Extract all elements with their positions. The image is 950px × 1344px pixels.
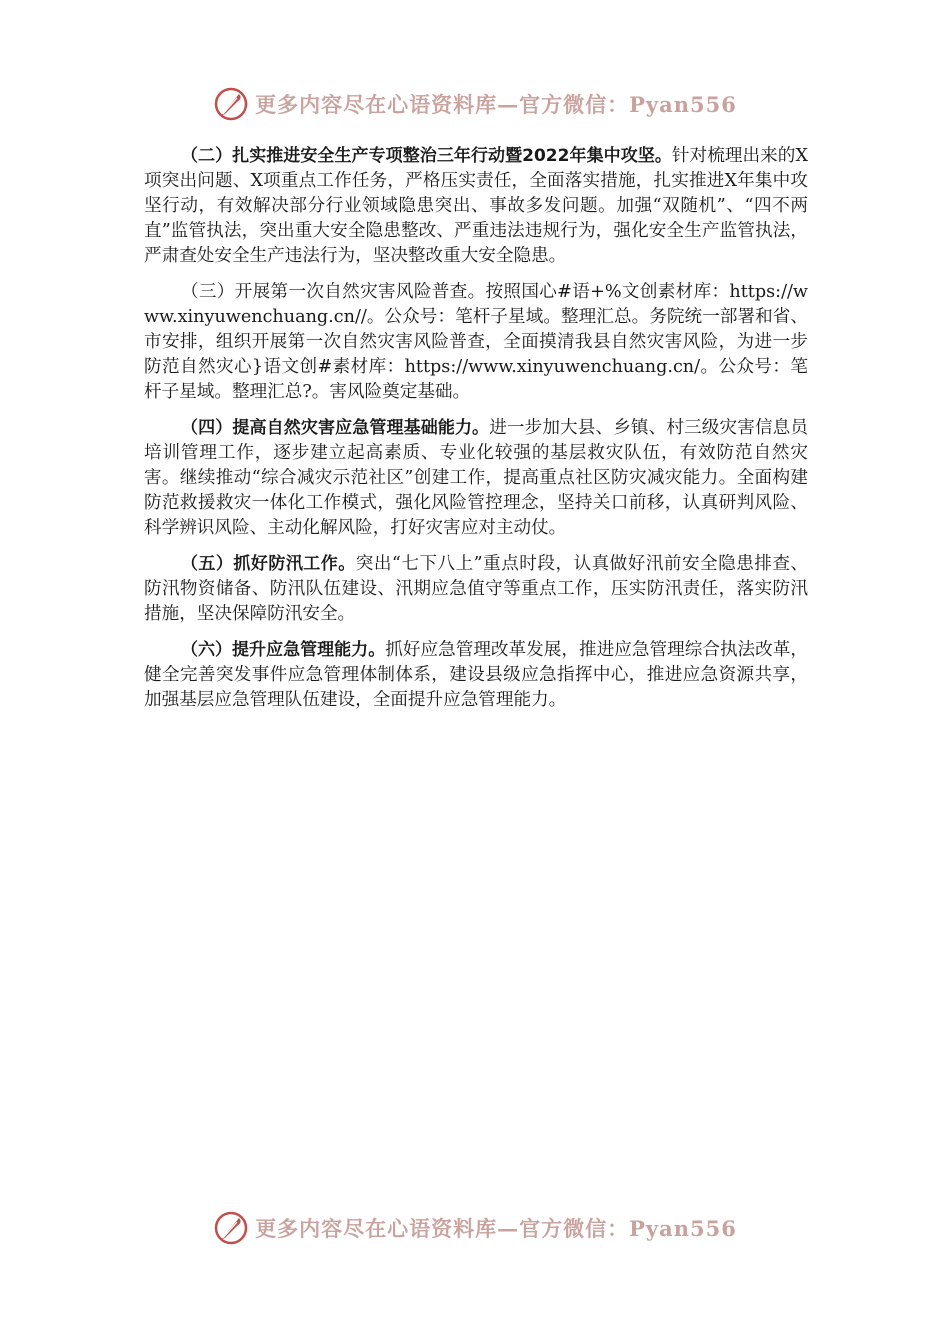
document-body	[144, 144, 808, 724]
paragraph-6	[144, 638, 808, 713]
paragraph-2-heading: （二）扎实推进安全生产专项整治三年行动暨2022年集中攻坚。	[180, 146, 672, 166]
watermark-header	[0, 86, 950, 122]
paragraph-4	[144, 416, 808, 541]
paragraph-5-heading: （五）抓好防汛工作。	[180, 554, 356, 574]
paragraph-5-body: 突出“七下八上”重点时段，认真做好汛前安全隐患排查、防汛物资储备、防汛队伍建设、汛期应急值守等重点工作，压实防汛责任，落实防汛措施，坚决保障防汛安全。	[144, 554, 809, 624]
paragraph-2	[144, 144, 808, 269]
paragraph-4-heading: （四）提高自然灾害应急管理基础能力。	[180, 418, 490, 438]
paragraph-4-body: 进一步加大县、乡镇、村三级灾害信息员培训管理工作，逐步建立起高素质、专业化较强的基层救灾队伍，有效防范自然灾害。继续推动“综合减灾示范社区”创建工作，提高重点社区防灾减灾能力。全面构建防范救援救灾一体化工作模式，强化风险管控理念，坚持关口前移，认真研判风险、科学辨识风险、主动化解风险，打好灾害应对主动仗。	[144, 418, 808, 538]
watermark-text: 更多内容尽在心语资料库—官方微信：Pyan556	[255, 92, 737, 117]
paragraph-3	[144, 280, 808, 405]
watermark-footer	[0, 1210, 950, 1246]
paragraph-2-body: 针对梳理出来的X项突出问题、X项重点工作任务，严格压实责任，全面落实措施，扎实推进X年集中攻坚行动，有效解决部分行业领域隐患突出、事故多发问题。加强“双随机”、“四不两直”监管执法，突出重大安全隐患整改、严重违法违规行为，强化安全生产监管执法，严肃查处安全生产违法行为，坚决整改重大安全隐患。	[144, 146, 808, 266]
paragraph-5	[144, 552, 808, 627]
paragraph-6-heading: （六）提升应急管理能力。	[180, 640, 386, 660]
quill-logo-icon	[213, 86, 249, 122]
quill-logo-icon	[213, 1210, 249, 1246]
paragraph-6-body: 抓好应急管理改革发展，推进应急管理综合执法改革，健全完善突发事件应急管理体制体系，建设县级应急指挥中心，推进应急资源共享，加强基层应急管理队伍建设，全面提升应急管理能力。	[144, 640, 809, 710]
paragraph-3-body: （三）开展第一次自然灾害风险普查。按照国心#语+%文创素材库：https://www.xinyuwenchuang.cn//。公众号：笔杆子星域。整理汇总。务院统一部署和省、市安排，组织开展第一次自然灾害风险普查，全面摸清我县自然灾害风险，为进一步防范自然灾心}语文创#素材库：https://www.xinyuwenchuang.cn/。公众号：笔杆子星域。整理汇总?。害风险奠定基础。	[144, 282, 808, 402]
watermark-text: 更多内容尽在心语资料库—官方微信：Pyan556	[255, 1216, 737, 1241]
